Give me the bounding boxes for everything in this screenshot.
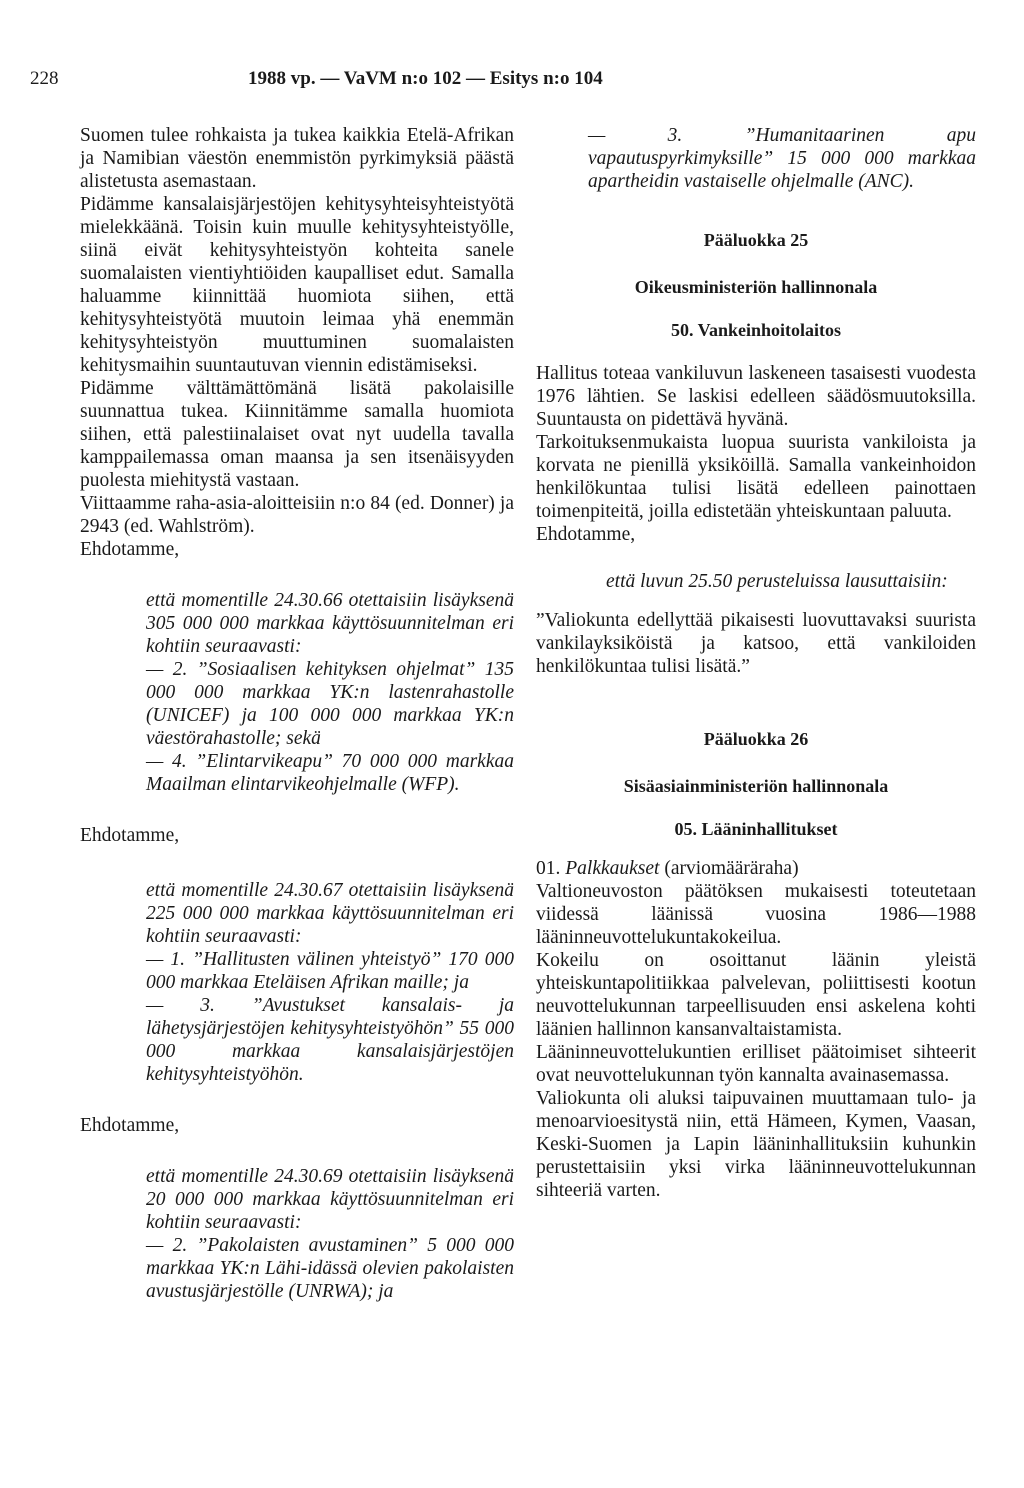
paragraph: Hallitus toteaa vankiluvun laskeneen tasaisesti vuodesta 1976 lähtien. Se laskisi edelleen säädösmuutoksilla. Suuntausta on pidettävä hyvänä. [536,363,976,430]
paragraph: Pidämme kansalaisjärjestöjen kehitysyhteisyhteistyötä mielekkäänä. Toisin kuin muulle kehitysyhteistyölle, siinä eivät kehitysyhteistyön kohteita sanele suomalaisten vientiyhtiöiden kaupalliset edut. Samalla haluamme kiinnittää huomiota siihen, että kehitysyhteistyötä muutoin leimaa yhä enemmän kehitysyhteistyön muuttuminen suomalaisten kehitysmaihin suuntautuvan viennin edistämiseksi. [80,194,514,376]
proposal-label: Ehdotamme, [80,539,180,560]
motion-item: — 3. ”Humanitaarinen apu vapautuspyrkimyksille” 15 000 000 markkaa apartheidin vastaiselle ohjelmalle (ANC). [588,125,976,192]
motion-item: — 2. ”Pakolaisten avustaminen” 5 000 000 markkaa YK:n Lähi-idässä olevien pakolaisten avustusjärjestölle (UNRWA); ja [146,1235,514,1302]
motion-item: — 2. ”Sosiaalisen kehityksen ohjelmat” 135 000 000 markkaa YK:n lastenrahastolle (UNICEF) ja 100 000 000 markkaa YK:n väestörahastolle; sekä [146,659,514,749]
budget-item-line [536,857,976,880]
proposal-label: Ehdotamme, [80,1115,180,1136]
running-title: 1988 vp. — VaVM n:o 102 — Esitys n:o 104 [248,68,603,89]
section-subheading: Sisäasiainministeriön hallinnonala [623,776,889,796]
right-column [536,124,976,1202]
motion-intro: että luvun 25.50 perusteluissa lausuttaisiin: [606,571,948,592]
proposal-label: Ehdotamme, [536,524,636,545]
quotation: ”Valiokunta edellyttää pikaisesti luovuttavaksi suurista vankilayksiköistä ja katsoo, että vankiloiden henkilökuntaa tulisi lisätä.” [536,610,976,677]
motion-item: — 4. ”Elintarvikeapu” 70 000 000 markkaa Maailman elintarvikeohjelmalle (WFP). [146,751,514,795]
proposal-label: Ehdotamme, [80,825,180,846]
motion-item: — 3. ”Avustukset kansalais- ja lähetysjärjestöjen kehitysyhteistyöhön” 55 000 000 markkaa kansalaisjärjestöjen kehitysyhteistyöhön. [146,995,514,1085]
motion-item: — 1. ”Hallitusten välinen yhteistyö” 170 000 000 markkaa Eteläisen Afrikan maille; ja [146,949,514,993]
paragraph: Valiokunta oli aluksi taipuvainen muuttamaan tulo- ja menoarvioesitystä niin, että Hämeen, Kymen, Vaasan, Keski-Suomen ja Lapin lääninhallituksiin kuhunkin perustettaisiin yksi virka lääninneuvottelukunnan sihteeriä varten. [536,1088,976,1201]
page-header [30,68,994,96]
section-subheading: Oikeusministeriön hallinnonala [634,277,878,297]
paragraph: Lääninneuvottelukuntien erilliset päätoimiset sihteerit ovat neuvottelukunnan työn kannalta avainasemassa. [536,1042,976,1086]
motion-intro: että momentille 24.30.67 otettaisiin lisäyksenä 225 000 000 markkaa käyttösuunnitelman eri kohtiin seuraavasti: [146,880,514,947]
paragraph: Kokeilu on osoittanut läänin yleistä yhteiskuntapolitiikkaa palvelevan, poliittisesti kootun neuvottelukunnan tarpeellisuuden ensi askelena kohti läänien hallinnon kansanvaltaistamista. [536,950,976,1040]
motion-intro: että momentille 24.30.69 otettaisiin lisäyksenä 20 000 000 markkaa käyttösuunnitelman eri kohtiin seuraavasti: [146,1166,514,1233]
item-number: 01. [536,858,561,879]
paragraph: Pidämme välttämättömänä lisätä pakolaisille suunnattua tukea. Kiinnitämme samalla huomiota siihen, että palestiinalaiset ovat nyt uudella tavalla kamppailemassa oman maansa ja sen itsenäisyyden puolesta miehitystä vastaan. [80,378,514,491]
chapter-heading: 05. Lääninhallitukset [674,819,838,839]
item-qualifier: (arviomääräraha) [664,858,799,879]
paragraph: Valtioneuvoston päätöksen mukaisesti toteutetaan viidessä läänissä vuosina 1986—1988 lääninneuvottelukuntakokeilua. [536,881,976,948]
motion-intro: että momentille 24.30.66 otettaisiin lisäyksenä 305 000 000 markkaa käyttösuunnitelman eri kohtiin seuraavasti: [146,590,514,657]
section-heading: Pääluokka 26 [703,729,809,749]
left-column [80,124,514,1303]
item-name: Palkkaukset [565,858,660,879]
chapter-heading: 50. Vankeinhoitolaitos [670,320,842,340]
section-heading: Pääluokka 25 [703,230,809,250]
paragraph: Viittaamme raha-asia-aloitteisiin n:o 84 (ed. Donner) ja 2943 (ed. Wahlström). [80,493,514,537]
paragraph: Suomen tulee rohkaista ja tukea kaikkia Etelä-Afrikan ja Namibian väestön enemmistön pyrkimyksiä päästä alistetusta asemastaan. [80,125,514,192]
paragraph: Tarkoituksenmukaista luopua suurista vankiloista ja korvata ne pienillä yksiköillä. Samalla vankeinhoidon henkilökuntaa tulisi lisätä edelleen painottaen toimenpiteitä, joilla edistetään yhteiskuntaan paluuta. [536,432,976,522]
page-number: 228 [30,68,59,89]
